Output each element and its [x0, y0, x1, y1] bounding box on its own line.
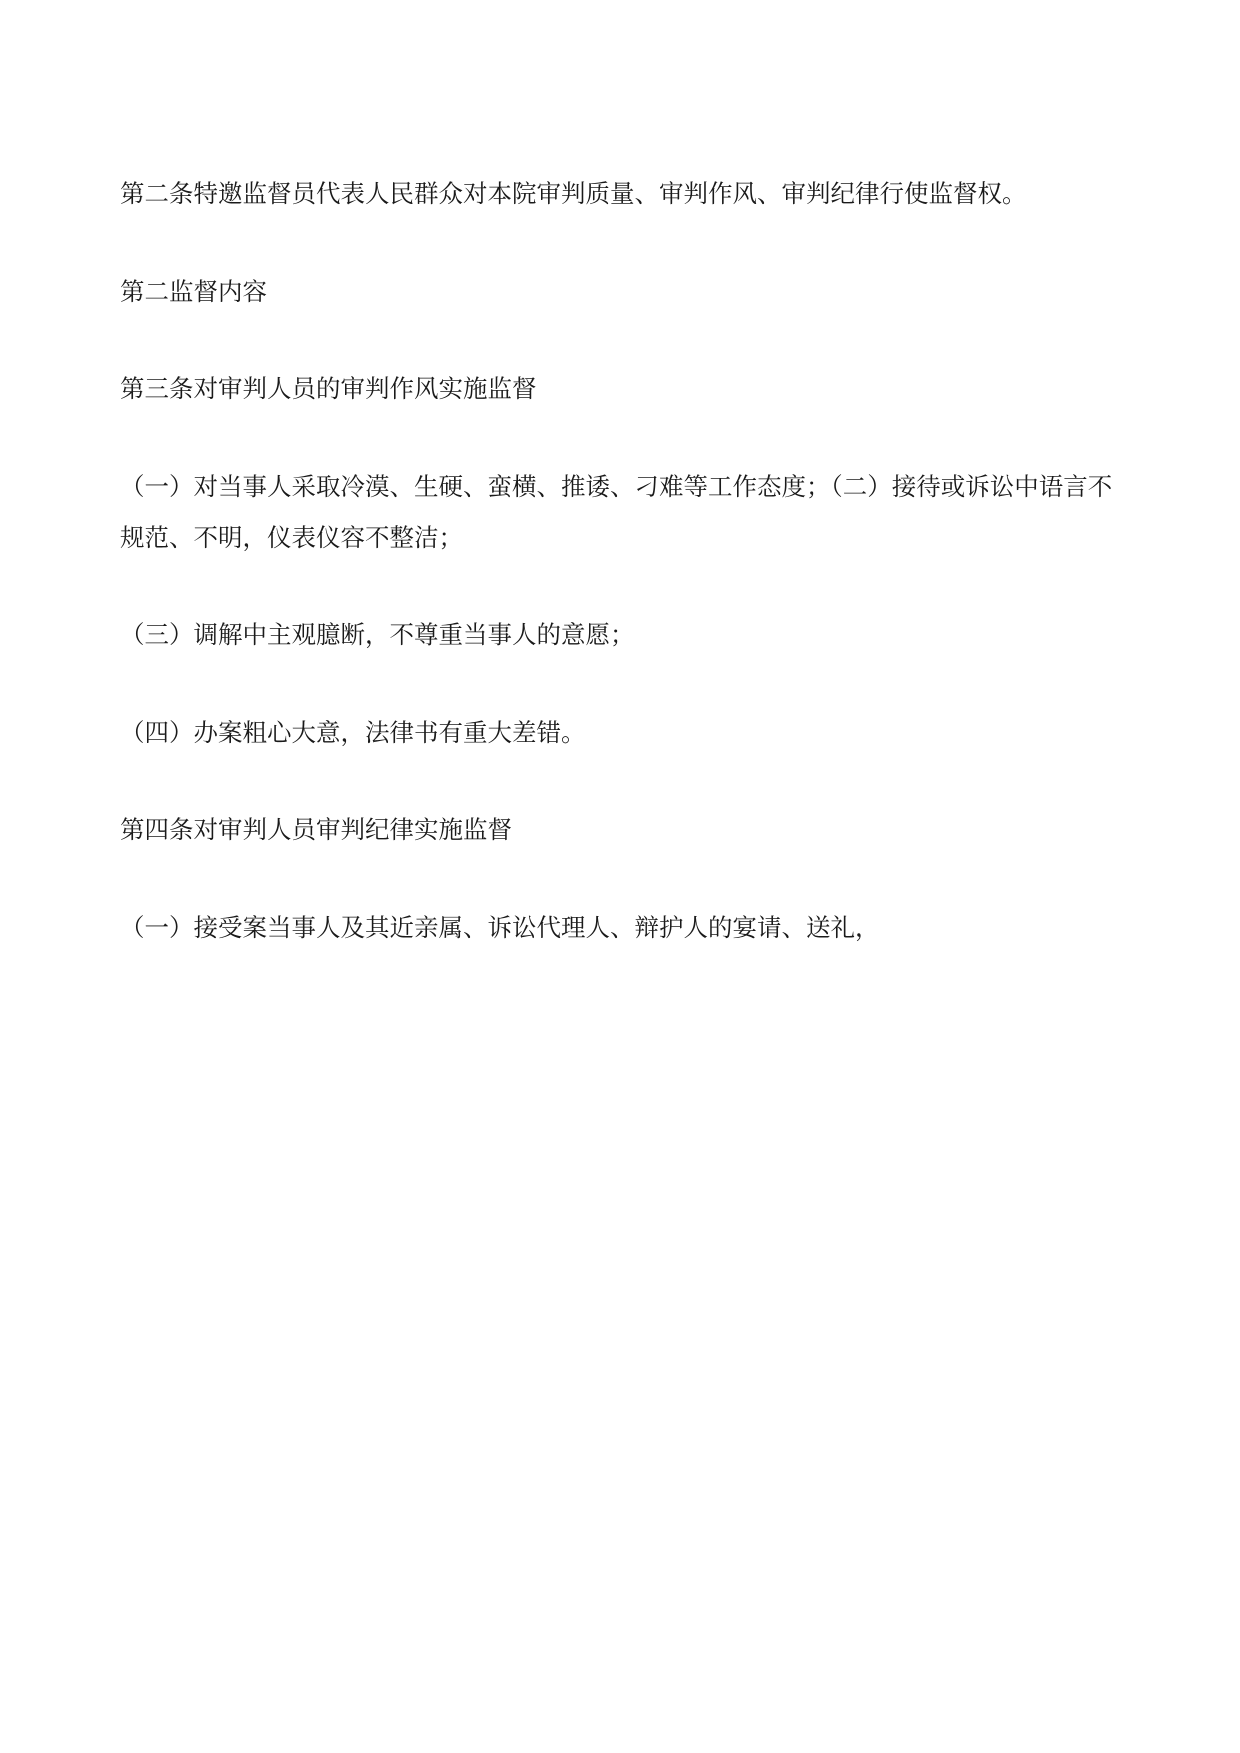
article-2-text: 第二条特邀监督员代表人民群众对本院审判质量、审判作风、审判纪律行使监督权。: [120, 179, 1027, 208]
article-3-item-3: （三）调解中主观臆断，不尊重当事人的意愿；: [120, 620, 635, 649]
article-3-item-4: （四）办案粗心大意，法律书有重大差错。: [120, 717, 586, 747]
article-4-heading: 第四条对审判人员审判纪律实施监督: [120, 815, 512, 844]
article-3-heading: 第三条对审判人员的审判作风实施监督: [120, 374, 537, 403]
section-heading-supervision-content: 第二监督内容: [120, 276, 267, 306]
article-4-item-1: （一）接受案当事人及其近亲属、诉讼代理人、辩护人的宴请、送礼，: [120, 912, 880, 942]
article-3-items-1-2: （一）对当事人采取冷漠、生硬、蛮横、推诿、刁难等工作态度；（二）接待或诉讼中语言不规范、不明，仪表仪容不整洁；: [120, 471, 1113, 552]
